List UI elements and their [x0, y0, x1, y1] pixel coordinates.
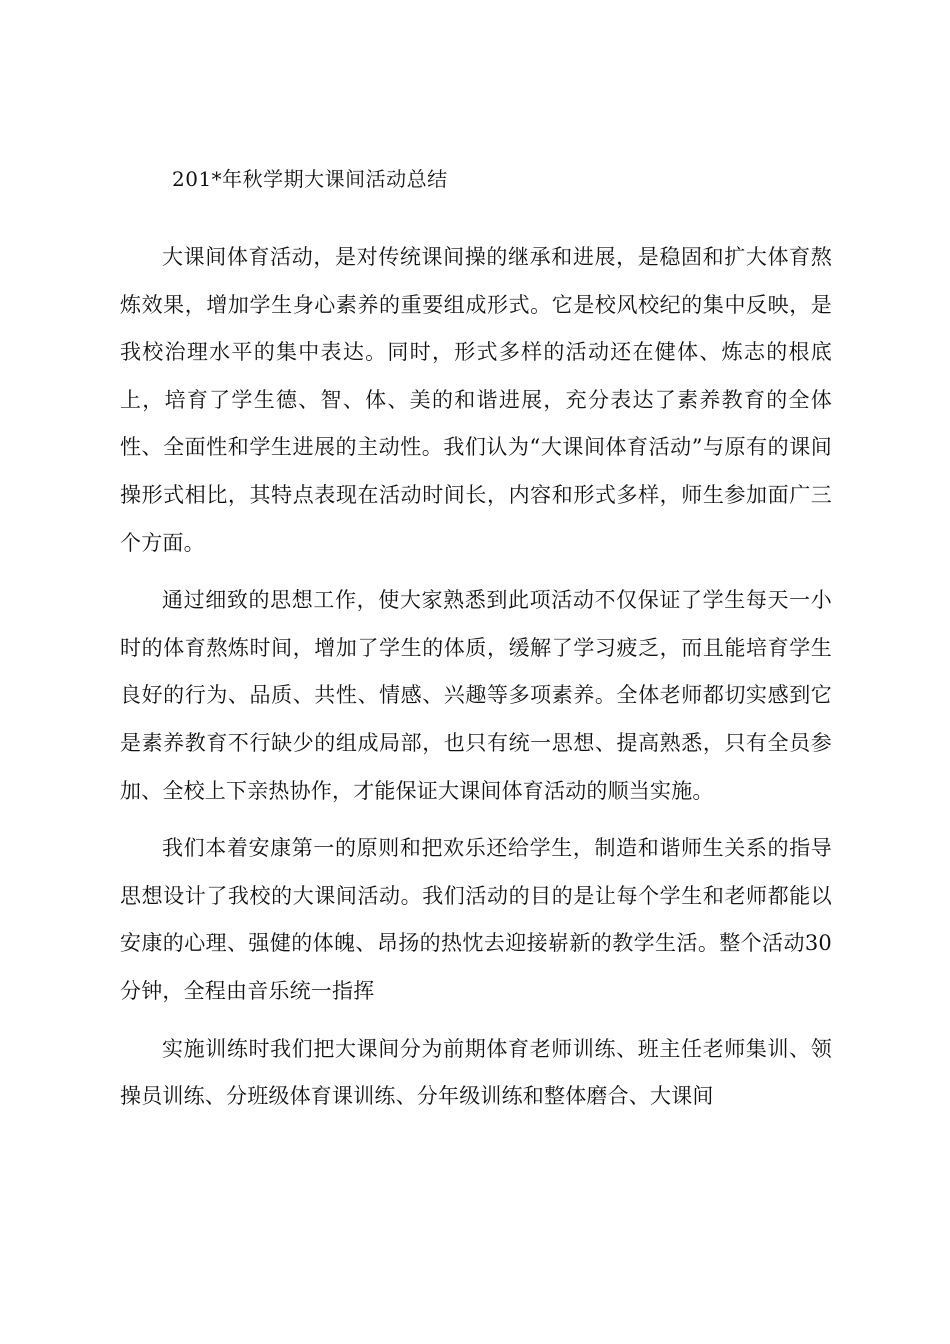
document-title: 201*年秋学期大课间活动总结: [172, 167, 448, 191]
document-body: [120, 234, 832, 1121]
paragraph-3: 我们本着安康第一的原则和把欢乐还给学生，制造和谐师生关系的指导思想设计了我校的大课间活动。我们活动的目的是让每个学生和老师都能以安康的心理、强健的体魄、昂扬的热忱去迎接崭新的教学生活。整个活动30分钟，全程由音乐统一指挥: [120, 836, 832, 1003]
paragraph-4: 实施训练时我们把大课间分为前期体育老师训练、班主任老师集训、领操员训练、分班级体育课训练、分年级训练和整体磨合、大课间: [120, 1036, 832, 1109]
paragraph-2: 通过细致的思想工作，使大家熟悉到此项活动不仅保证了学生每天一小时的体育熬炼时间，增加了学生的体质，缓解了学习疲乏，而且能培育学生良好的行为、品质、共性、情感、兴趣等多项素养。全体老师都切实感到它是素养教育不行缺少的组成局部，也只有统一思想、提高熟悉，只有全员参加、全校上下亲热协作，才能保证大课间体育活动的顺当实施。: [120, 588, 832, 803]
paragraph-1: 大课间体育活动，是对传统课间操的继承和进展，是稳固和扩大体育熬炼效果，增加学生身心素养的重要组成形式。它是校风校纪的集中反映，是我校治理水平的集中表达。同时，形式多样的活动还在健体、炼志的根底上，培育了学生德、智、体、美的和谐进展，充分表达了素养教育的全体性、全面性和学生进展的主动性。我们认为“大课间体育活动”与原有的课间操形式相比，其特点表现在活动时间长，内容和形式多样，师生参加面广三个方面。: [120, 245, 832, 555]
